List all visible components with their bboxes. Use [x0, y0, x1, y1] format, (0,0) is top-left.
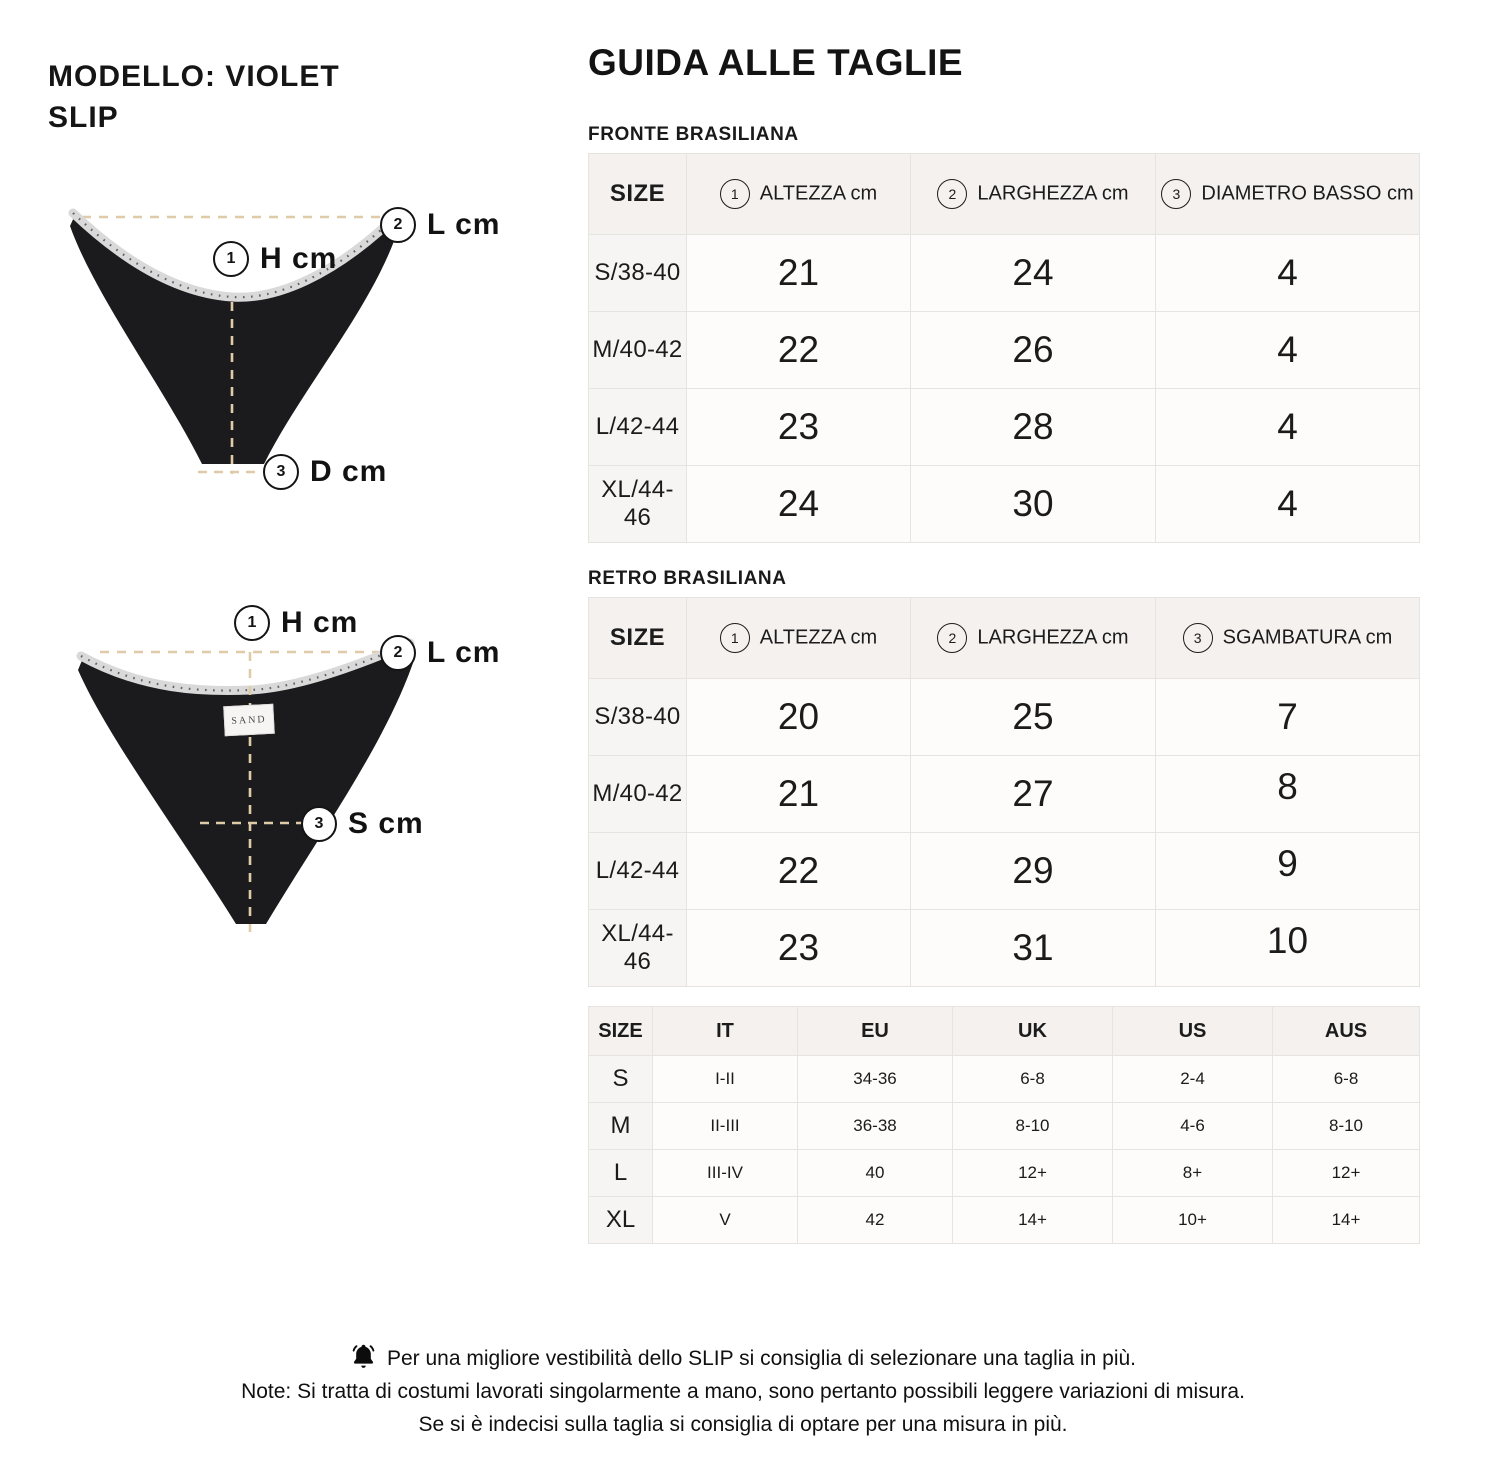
measure-label-l: L cm [427, 208, 501, 241]
model-name-line2: SLIP [48, 101, 119, 134]
back-measurements-table [588, 597, 1420, 987]
note-handmade: Note: Si tratta di costumi lavorati singolarmente a mano, sono pertanto possibili leggere variazioni di misura. [241, 1380, 1245, 1403]
table-row [589, 1056, 1420, 1103]
value-cell: 29 [911, 833, 1156, 910]
value-cell: 2-4 [1113, 1056, 1273, 1103]
size-cell: M/40-42 [589, 756, 687, 833]
column-header-diametro [1156, 154, 1420, 235]
circled-number-2-icon: 2 [937, 179, 967, 209]
table-row [589, 466, 1420, 543]
column-header-us: US [1113, 1007, 1273, 1056]
value-cell: 21 [687, 235, 911, 312]
table-row [589, 910, 1420, 987]
international-sizes-table [588, 1006, 1420, 1244]
circled-number-3-icon: 3 [1183, 623, 1213, 653]
column-header-sgambatura [1156, 598, 1420, 679]
value-cell: 40 [798, 1150, 953, 1197]
footer-notes [0, 1342, 1486, 1441]
value-cell: 34-36 [798, 1056, 953, 1103]
value-cell: 4 [1156, 466, 1420, 543]
size-cell: L [589, 1150, 653, 1197]
table-header-row [589, 1007, 1420, 1056]
value-cell: 9 [1156, 833, 1420, 910]
note-undecided: Se si è indecisi sulla taglia si consiglia di optare per una misura in più. [418, 1413, 1068, 1436]
value-cell: 4 [1156, 389, 1420, 466]
value-cell: 22 [687, 833, 911, 910]
value-cell: 12+ [1273, 1150, 1420, 1197]
measure-point-3-badge: 3 [301, 806, 337, 842]
value-cell: 26 [911, 312, 1156, 389]
table-row [589, 1150, 1420, 1197]
value-cell: 12+ [953, 1150, 1113, 1197]
table-row [589, 679, 1420, 756]
value-cell: 31 [911, 910, 1156, 987]
column-header-label: SGAMBATURA cm [1222, 626, 1393, 649]
size-cell: XL/44-46 [589, 466, 687, 543]
back-annotation-l [380, 635, 500, 671]
size-cell: M/40-42 [589, 312, 687, 389]
measure-point-2-badge: 2 [380, 635, 416, 671]
value-cell: 20 [687, 679, 911, 756]
value-cell: V [653, 1197, 798, 1244]
table-row [589, 833, 1420, 910]
circled-number-1-icon: 1 [720, 623, 750, 653]
circled-number-3-icon: 3 [1161, 179, 1191, 209]
guide-title: GUIDA ALLE TAGLIE [588, 42, 964, 83]
value-cell: 14+ [1273, 1197, 1420, 1244]
value-cell: 22 [687, 312, 911, 389]
value-cell: 10 [1156, 910, 1420, 987]
measure-label-d: D cm [310, 455, 388, 488]
column-header-size: SIZE [589, 1007, 653, 1056]
table-row [589, 756, 1420, 833]
table-row [589, 312, 1420, 389]
table-header-row [589, 598, 1420, 679]
value-cell: 24 [687, 466, 911, 543]
size-cell: L/42-44 [589, 833, 687, 910]
column-header-label: LARGHEZZA cm [977, 182, 1129, 205]
value-cell: 4 [1156, 312, 1420, 389]
column-header-size: SIZE [589, 598, 687, 679]
size-cell: S [589, 1056, 653, 1103]
value-cell: 23 [687, 389, 911, 466]
measure-label-l: L cm [427, 636, 501, 669]
measure-label-h: H cm [260, 242, 338, 275]
table-header-row [589, 154, 1420, 235]
value-cell: 8-10 [1273, 1103, 1420, 1150]
note-fit [0, 1342, 1486, 1375]
front-annotation-d [263, 454, 387, 490]
value-cell: 8-10 [953, 1103, 1113, 1150]
value-cell: 8 [1156, 756, 1420, 833]
value-cell: 25 [911, 679, 1156, 756]
value-cell: 30 [911, 466, 1156, 543]
value-cell: 21 [687, 756, 911, 833]
value-cell: 27 [911, 756, 1156, 833]
column-header-uk: UK [953, 1007, 1113, 1056]
measure-label-s: S cm [348, 807, 424, 840]
value-cell: 23 [687, 910, 911, 987]
value-cell: 8+ [1113, 1150, 1273, 1197]
size-cell: S/38-40 [589, 679, 687, 756]
column-header-altezza [687, 154, 911, 235]
value-cell: 4-6 [1113, 1103, 1273, 1150]
measure-point-1-badge: 1 [234, 605, 270, 641]
circled-number-2-icon: 2 [937, 623, 967, 653]
model-name-line1: MODELLO: VIOLET [48, 60, 340, 93]
column-header-label: LARGHEZZA cm [977, 626, 1129, 649]
value-cell: II-III [653, 1103, 798, 1150]
measure-point-1-badge: 1 [213, 241, 249, 277]
column-header-label: ALTEZZA cm [759, 182, 878, 205]
note-fit-text: Per una migliore vestibilità dello SLIP si consiglia di selezionare una taglia in più. [386, 1347, 1137, 1370]
measure-point-2-badge: 2 [380, 207, 416, 243]
front-annotation-l [380, 207, 500, 243]
column-header-eu: EU [798, 1007, 953, 1056]
value-cell: 6-8 [1273, 1056, 1420, 1103]
back-annotation-h [234, 605, 358, 641]
value-cell: 36-38 [798, 1103, 953, 1150]
size-cell: XL/44-46 [589, 910, 687, 987]
table-row [589, 235, 1420, 312]
value-cell: 24 [911, 235, 1156, 312]
front-measurements-table [588, 153, 1420, 543]
value-cell: 28 [911, 389, 1156, 466]
column-header-it: IT [653, 1007, 798, 1056]
size-cell: XL [589, 1197, 653, 1244]
value-cell: 6-8 [953, 1056, 1113, 1103]
column-header-label: DIAMETRO BASSO cm [1201, 182, 1414, 205]
back-table-caption: RETRO BRASILIANA [588, 568, 787, 589]
size-cell: S/38-40 [589, 235, 687, 312]
value-cell: III-IV [653, 1150, 798, 1197]
bell-icon [350, 1343, 377, 1370]
circled-number-1-icon: 1 [720, 179, 750, 209]
column-header-label: ALTEZZA cm [759, 626, 878, 649]
value-cell: 42 [798, 1197, 953, 1244]
column-header-aus: AUS [1273, 1007, 1420, 1056]
front-annotation-h [213, 241, 337, 277]
brand-tag: SAND [223, 704, 275, 737]
measure-label-h: H cm [281, 606, 359, 639]
column-header-altezza [687, 598, 911, 679]
value-cell: 10+ [1113, 1197, 1273, 1244]
value-cell: I-II [653, 1056, 798, 1103]
measure-point-3-badge: 3 [263, 454, 299, 490]
value-cell: 14+ [953, 1197, 1113, 1244]
page-title [48, 56, 340, 138]
table-row [589, 389, 1420, 466]
value-cell: 4 [1156, 235, 1420, 312]
size-cell: L/42-44 [589, 389, 687, 466]
back-annotation-s [301, 806, 424, 842]
column-header-size: SIZE [589, 154, 687, 235]
size-cell: M [589, 1103, 653, 1150]
front-table-caption: FRONTE BRASILIANA [588, 124, 799, 145]
column-header-larghezza [911, 598, 1156, 679]
table-row [589, 1103, 1420, 1150]
column-header-larghezza [911, 154, 1156, 235]
table-row [589, 1197, 1420, 1244]
value-cell: 7 [1156, 679, 1420, 756]
